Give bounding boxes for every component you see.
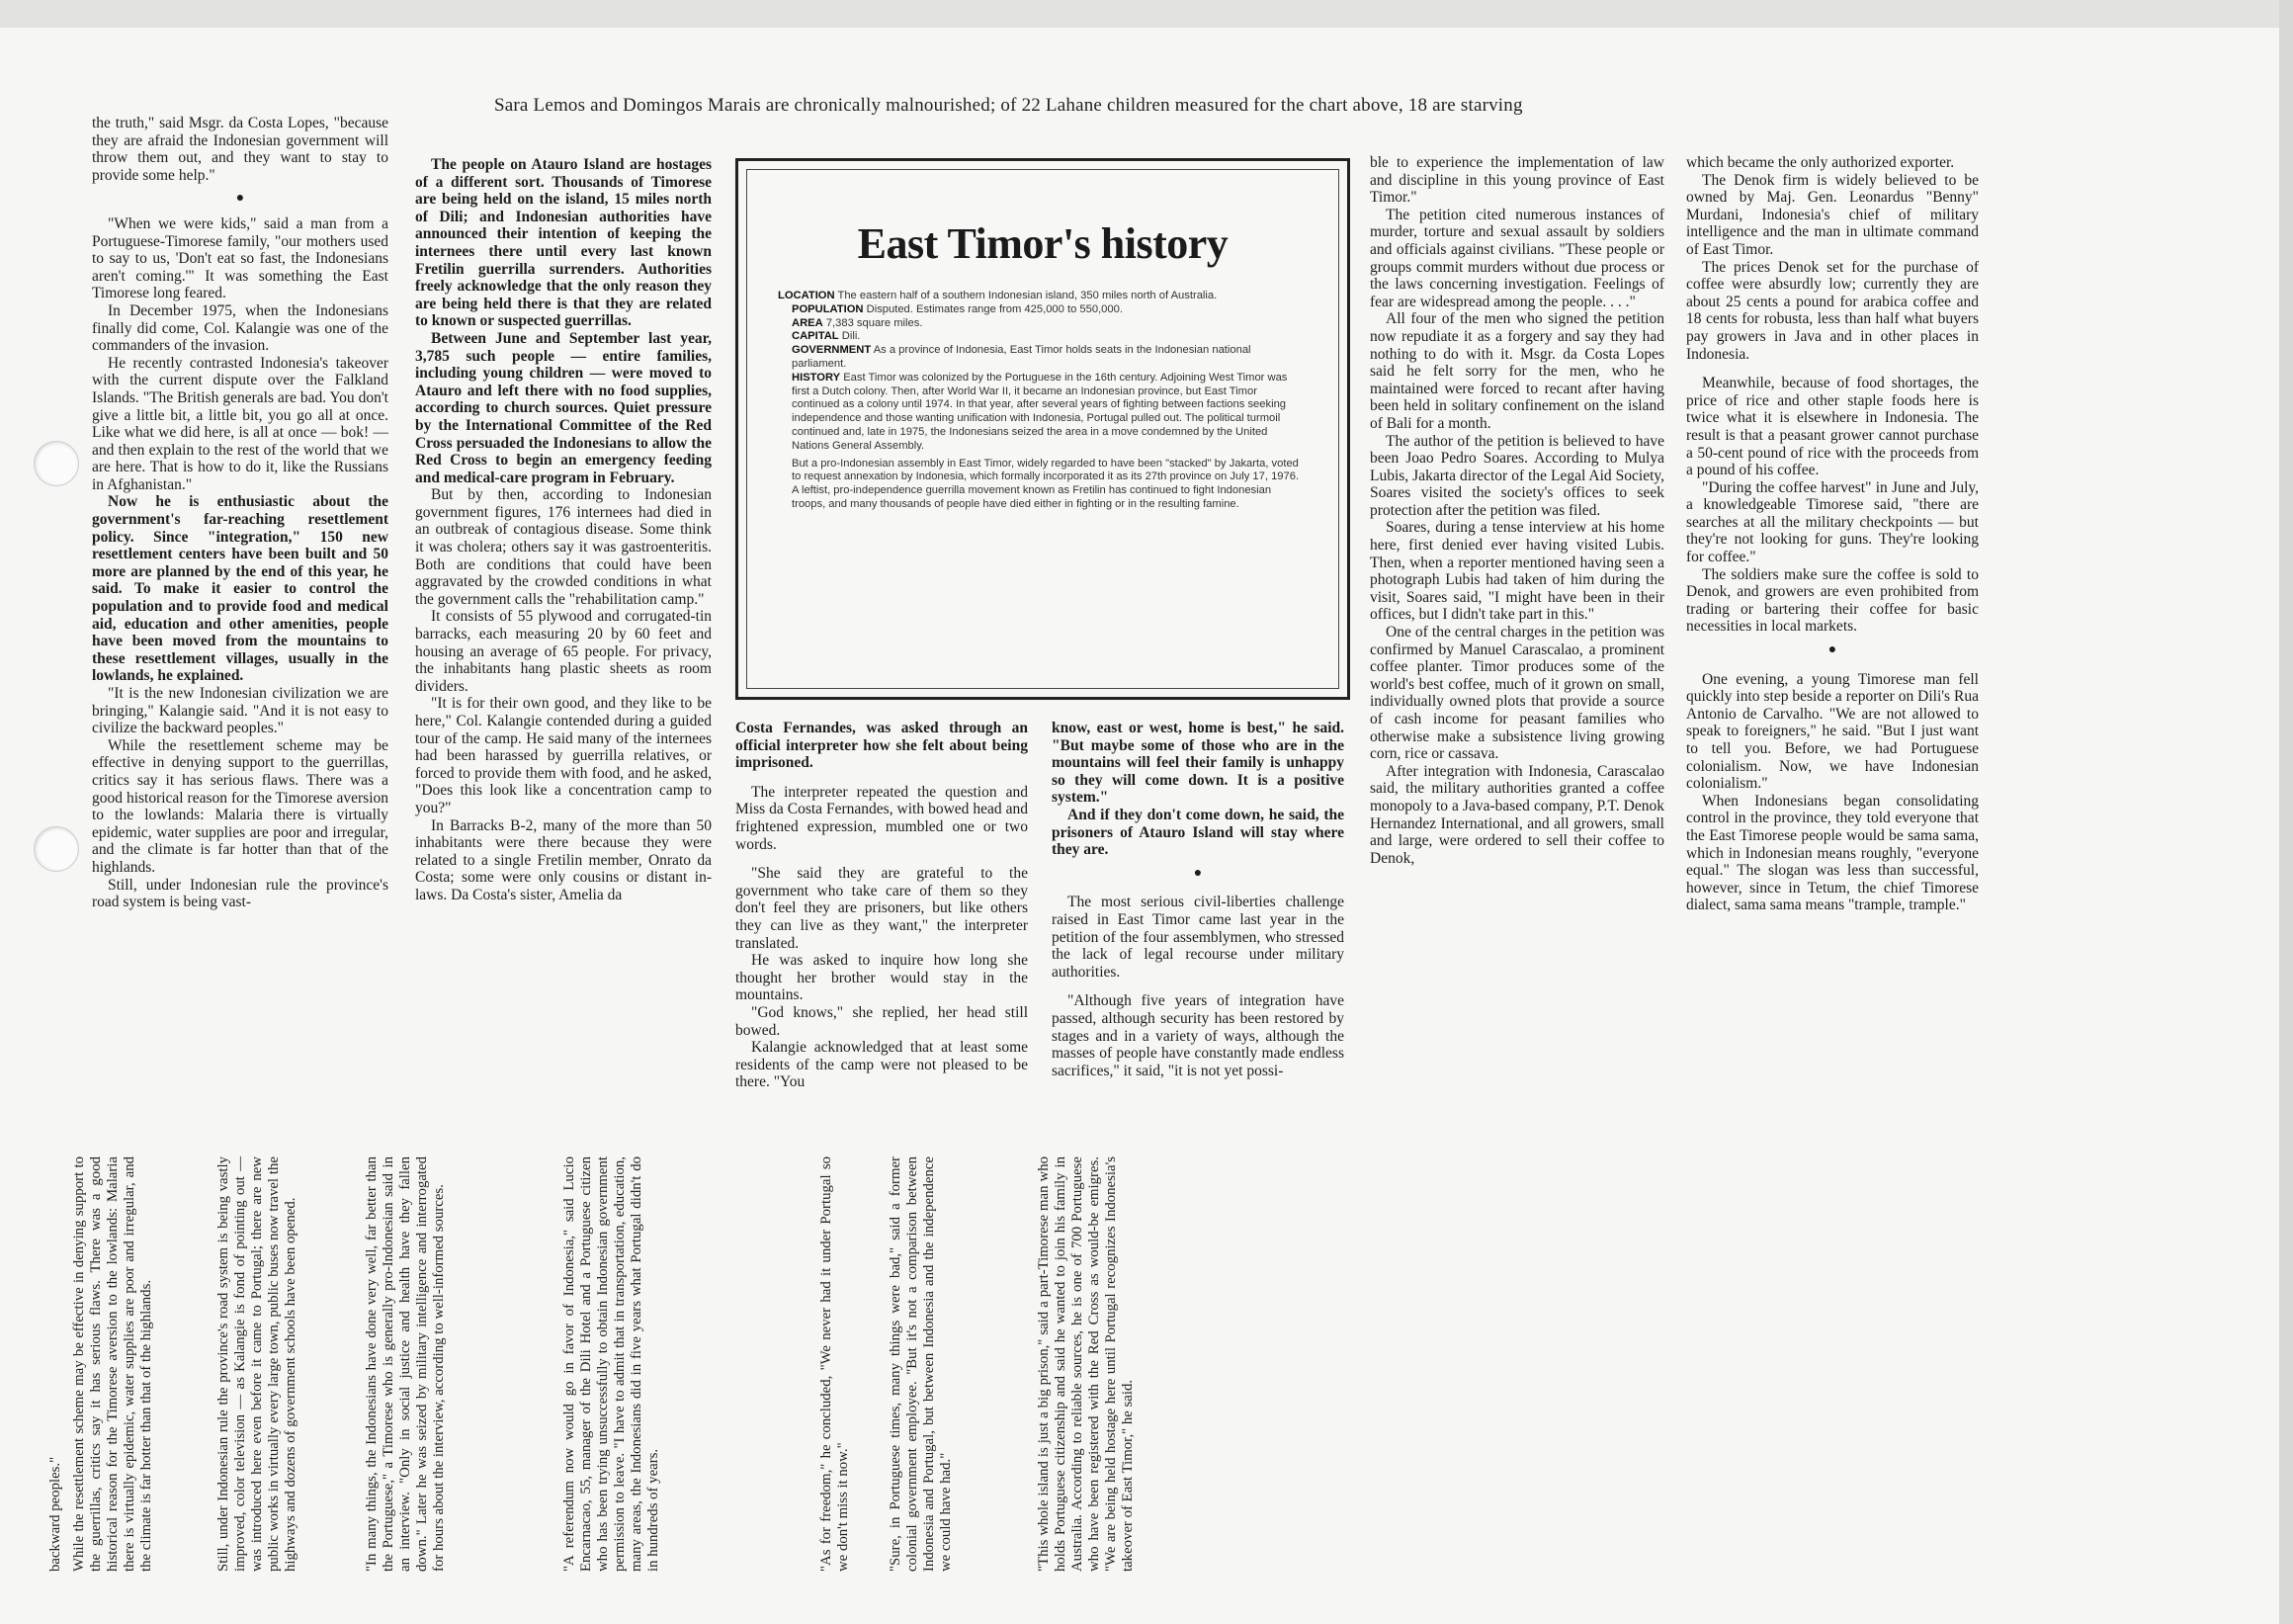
punch-hole-upper [34, 441, 79, 486]
fact-government [792, 344, 1308, 372]
paragraph: The soldiers make sure the coffee is sold to Denok, and growers are even prohibited from trading or bartering their coffee for basic necessities in local markets. [1686, 565, 1979, 636]
paragraph: "When we were kids," said a man from a Portuguese-Timorese family, "our mothers used to say to us, 'Don't eat so fast, the Indonesians aren't coming.'" It was something the East Timorese long feared. [92, 214, 388, 302]
punch-hole-lower [34, 826, 79, 872]
fact-label: GOVERNMENT [792, 344, 872, 357]
fact-label: LOCATION [778, 290, 835, 301]
fact-label: POPULATION [792, 302, 864, 315]
paragraph: "Although five years of integration have passed, although security has been restored by stages and in a variety of ways, although the masses of people have constantly made endless sacrifices," it said, "it is not yet possi- [1052, 992, 1344, 1079]
paragraph: When Indonesians began consolidating control in the province, they told everyone that the East Timorese people would be sama sama, which in Indonesian means roughly, "everyone equal." The slogan was less than successful, however, since in Tetum, the chief Timorese dialect, sama sama means "trample, trample." [1686, 792, 1979, 914]
paragraph: In Barracks B-2, many of the more than 50 inhabitants were there because they were related to a single Fretilin member, Onrato da Costa; some were only cousins or distant in-laws. Da Costa's sister, Amelia da [415, 816, 712, 903]
rotated-continuation-block [47, 1156, 1233, 1572]
fact-history [792, 372, 1308, 454]
paragraph: Still, under Indonesian rule the province's road system is being vast- [92, 876, 388, 911]
scan-top-strip [0, 0, 2293, 28]
paragraph: the truth," said Msgr. da Costa Lopes, "because they are afraid the Indonesian government will throw them out, and they want to stay to provide some help." [92, 115, 388, 184]
rotated-paragraph: While the resettlement scheme may be effective in denying support to the guerrillas, critics say it has serious flaws. There was a good historical reason for the Timorese aversion to the lowlands: Malaria there is virtually epidemic, water supplies are poor and irregular, and the climate is far hotter than that of the highlands. [71, 1156, 154, 1572]
rotated-paragraph: "A referendum now would go in favor of Indonesia," said Lucio Encarnacao, 55, manager of the Dili Hotel and a Portuguese citizen who has been trying unsuccessfully to obtain Indonesian government permission to leave. "I have to admit that in transportation, education, many areas, the Indonesians did in five years what Portugal didn't do in hundreds of years. [561, 1156, 661, 1572]
paragraph: But by then, according to Indonesian government figures, 176 internees had died in an outbreak of contagious disease. Some think it was cholera; others say it was gastroenteritis. Both are conditions that could have been aggravated by the crowded conditions in what the government calls the "rehabilitation camp." [415, 486, 712, 608]
paragraph: "It is for their own good, and they like to be here," Col. Kalangie contended during a guided tour of the camp. He said many of the internees had been harassed by guerrilla relatives, or forced to provide them with food, and he asked, "Does this look like a concentration camp to you?" [415, 695, 712, 816]
paragraph: He recently contrasted Indonesia's takeover with the current dispute over the Falkland Islands. "The British generals are bad. You don't give a little bit, a little bit, you go all at once. Like what we did here, is all at once — bok! — and then explain to the rest of the world that we are here. That is how to do it, like the Russians in Afghanistan." [92, 354, 388, 493]
history-sidebar-box [735, 158, 1350, 700]
article-column-5 [1370, 154, 1664, 867]
paragraph: Soares, during a tense interview at his home here, first denied ever having visited Lubis. Then, when a reporter mentioned having seen a photograph Lubis had taken of him during the visit, Soares said, "I might have been in their offices, but I didn't take part in this." [1370, 519, 1664, 624]
paragraph: Now he is enthusiastic about the government's far-reaching resettlement policy. Since "integration," 150 new resettlement centers have been built and 50 more are planned by the end of this year, he said. To make it easier to control the population and to provide food and medical aid, education and other amenities, people have been moved from the mountains to these resettlement villages, usually in the lowlands, he explained. [92, 493, 388, 685]
paragraph: It consists of 55 plywood and corrugated-tin barracks, each measuring 20 by 60 feet and housing an average of 65 people. For privacy, the inhabitants hang plastic sheets as room dividers. [415, 608, 712, 695]
article-column-4 [1052, 720, 1344, 1079]
section-bullet: ● [1827, 642, 1837, 658]
article-column-2 [415, 156, 712, 904]
paragraph: "God knows," she replied, her head still bowed. [735, 1003, 1028, 1039]
paragraph: The interpreter repeated the question and Miss da Costa Fernandes, with bowed head and frightened expression, mumbled one or two words. [735, 783, 1028, 853]
paragraph: "She said they are grateful to the government who take care of them so they don't feel they are prisoners, but like others they can live as they want," the interpreter translated. [735, 865, 1028, 952]
fact-population [792, 303, 1308, 317]
paragraph: "It is the new Indonesian civilization we are bringing," Kalangie said. "And it is not easy to civilize the backward peoples." [92, 685, 388, 737]
section-bullet: ● [235, 191, 245, 207]
fact-label: AREA [792, 316, 823, 329]
paragraph: All four of the men who signed the petition now repudiate it as a forgery and say they had nothing to do with it. Msgr. da Costa Lopes said he felt sorry for the men, who he maintained were forced to recant after having been held in solitary confinement on the island of Bali for a month. [1370, 310, 1664, 432]
fact-location [778, 290, 1308, 303]
fact-history-continued: But a pro-Indonesian assembly in East Timor, widely regarded to have been "stacked" by Jakarta, voted to request annexation by Indonesia, which formally incorporated it as its 27th province on July 17, 1976. A leftist, pro-independence guerrilla movement known as Fretilin has continued to fight Indonesian troops, and many thousands of people have died either in fighting or in the resulting famine. [792, 457, 1300, 510]
history-box-title: East Timor's history [857, 219, 1229, 268]
rotated-paragraph: "In many things, the Indonesians have done very well, far better than the Portuguese," a Timorese who is generally pro-Indonesian said in an interview. "Only in social justice and health have they fallen down." Later he was seized by military intelligence and interrogated for hours about the interview, according to well-informed sources. [364, 1156, 447, 1572]
rotated-paragraph: "Sure, in Portuguese times, many things were bad," said a former colonial government employee. "But it's not a comparison between Indonesia and Portugal, but between Indonesia and the independence we could have had." [888, 1156, 954, 1572]
article-column-1 [92, 115, 388, 911]
paragraph: Costa Fernandes, was asked through an official interpreter how she felt about being imprisoned. [735, 720, 1028, 772]
fact-capital [792, 330, 1308, 344]
paragraph: While the resettlement scheme may be effective in denying support to the guerrillas, critics say it has serious flaws. There was a good historical reason for the Timorese aversion to the lowlands: Malaria there is virtually epidemic, water supplies are poor and irregular, and the climate is far hotter than that of the highlands. [92, 736, 388, 876]
paragraph: "During the coffee harvest" in June and July, a knowledgeable Timorese said, "there are searches at all the military checkpoints — but they're not looking for guns. They're looking for coffee." [1686, 478, 1979, 566]
paragraph: Meanwhile, because of food shortages, the price of rice and other staple foods here is twice what it is elsewhere in Indonesia. The result is that a peasant grower cannot purchase a 50-cent pound of rice with the proceeds from a pound of his coffee. [1686, 375, 1979, 479]
paragraph: After integration with Indonesia, Carascalao said, the military authorities granted a coffee monopoly to a Java-based company, P.T. Denok Hernandez International, and all growers, small and large, were ordered to sell their coffee to Denok, [1370, 762, 1664, 867]
paragraph: One evening, a young Timorese man fell quickly into step beside a reporter on Dili's Rua Antonio de Carvalho. "We are not allowed to speak to foreigners," he said. "But I just want to tell you. Before, we had Portuguese colonialism. Now, we have Indonesian colonialism." [1686, 670, 1979, 793]
paragraph: The most serious civil-liberties challenge raised in East Timor came last year in the petition of the four assemblymen, who stressed the lack of legal recourse under military authorities. [1052, 894, 1344, 981]
rotated-paragraph: "This whole island is just a big prison," said a part-Timorese man who holds Portuguese citizenship and said he wanted to join his family in Australia. According to reliable sources, he is one of 700 Portuguese who have been registered with the Red Cross as would-be emigres. "We are being held hostage here until Portugal recognizes Indonesia's takeover of East Timor," he said. [1036, 1156, 1136, 1572]
paragraph: The author of the petition is believed to have been Joao Pedro Soares. According to Mulya Lubis, Jakarta director of the Legal Aid Society, Soares visited the society's offices to seek protection after the petition was filed. [1370, 432, 1664, 519]
article-column-3 [735, 720, 1028, 1091]
history-facts [778, 290, 1308, 512]
paragraph: The people on Atauro Island are hostages of a different sort. Thousands of Timorese are being held on the island, 15 miles north of Dili; and Indonesian authorities have announced their intention of keeping the internees there until every last known Fretilin guerrilla surrenders. Authorities freely acknowledge that the only reason they are being held there is that they are related to known or suspected guerrillas. [415, 156, 712, 330]
paragraph: The Denok firm is widely believed to be owned by Maj. Gen. Leonardus "Benny" Murdani, Indonesia's chief of military intelligence and the man in ultimate command of East Timor. [1686, 171, 1979, 258]
paragraph: The prices Denok set for the purchase of coffee were absurdly low; currently they are about 25 cents a pound for arabica coffee and 18 cents for robusta, less than half what buyers pay growers in Java and in other places in Indonesia. [1686, 258, 1979, 363]
fact-value: As a province of Indonesia, East Timor holds seats in the Indonesian national parliament. [792, 344, 1251, 370]
fact-label: CAPITAL [792, 330, 839, 343]
scan-right-edge [2279, 0, 2293, 1624]
paragraph: which became the only authorized exporter. [1686, 154, 1955, 171]
paragraph: He was asked to inquire how long she thought her brother would stay in the mountains. [735, 952, 1028, 1004]
article-column-6 [1686, 154, 1979, 914]
fact-value: East Timor was colonized by the Portuguese in the 16th century. Adjoining West Timor was first a Dutch colony. Then, after World War II, it became an Indonesian province, but East Timor continued as a colony until 1974. In that year, after several years of fighting between factions seeking independence and those wanting unification with Indonesia, Portugal pulled out. The political turmoil continued and, late in 1975, the Indonesians seized the area in a move condemned by the United Nations General Assembly. [792, 371, 1288, 452]
paragraph: The petition cited numerous instances of murder, torture and sexual assault by soldiers and officials against civilians. "These people or groups commit murders without due process or the laws concerning investigation. Feelings of fear are widespread among the people. . . ." [1370, 206, 1664, 310]
fact-value: 7,383 square miles. [825, 316, 923, 329]
paragraph: One of the central charges in the petition was confirmed by Manuel Carascalao, a prominent coffee planter. Timor produces some of the world's best coffee, much of it grown on small, individually owned plots that provide a source of cash income for peasant families who otherwise make a subsistence living growing corn, rice or cassava. [1370, 624, 1664, 763]
paragraph: In December 1975, when the Indonesians finally did come, Col. Kalangie was one of the commanders of the invasion. [92, 301, 388, 355]
paragraph: know, east or west, home is best," he said. "But maybe some of those who are in the mountains will feel their family is unhappy so they will come down. It is a positive system." [1052, 720, 1344, 807]
fact-value: Dili. [841, 330, 861, 343]
paragraph: And if they don't come down, he said, the prisoners of Atauro Island will stay where they are. [1052, 806, 1344, 859]
fact-value: The eastern half of a southern Indonesian island, 350 miles north of Australia. [837, 290, 1218, 301]
paragraph: ble to experience the implementation of law and discipline in this young province of East Timor." [1370, 154, 1664, 207]
section-bullet: ● [1193, 865, 1203, 881]
photo-caption: Sara Lemos and Domingos Marais are chronically malnourished; of 22 Lahane children measured for the chart above, 18 are starving [494, 95, 1523, 116]
fact-label: HISTORY [792, 371, 841, 384]
rotated-paragraph: "As for freedom," he concluded, "We never had it under Portugal so we don't miss it now." [818, 1156, 851, 1572]
rotated-paragraph: Still, under Indonesian rule the province's road system is being vastly improved, color television — as Kalangie is fond of pointing out — was introduced here even before it came to Portugal; there are new public works in virtually every large town, public buses now travel the highways and dozens of government schools have been opened. [215, 1156, 298, 1572]
paragraph: Kalangie acknowledged that at least some residents of the camp were not pleased to be there. "You [735, 1039, 1028, 1091]
paragraph: Between June and September last year, 3,785 such people — entire families, including young children — were moved to Atauro and left there with no food supplies, according to church sources. Quiet pressure by the International Committee of the Red Cross persuaded the Indonesians to allow the Red Cross to begin an emergency feeding and medical-care program in February. [415, 329, 712, 486]
rotated-paragraph: backward peoples." [47, 1456, 63, 1572]
fact-area [792, 317, 1308, 331]
fact-value: Disputed. Estimates range from 425,000 to 550,000. [866, 302, 1123, 315]
